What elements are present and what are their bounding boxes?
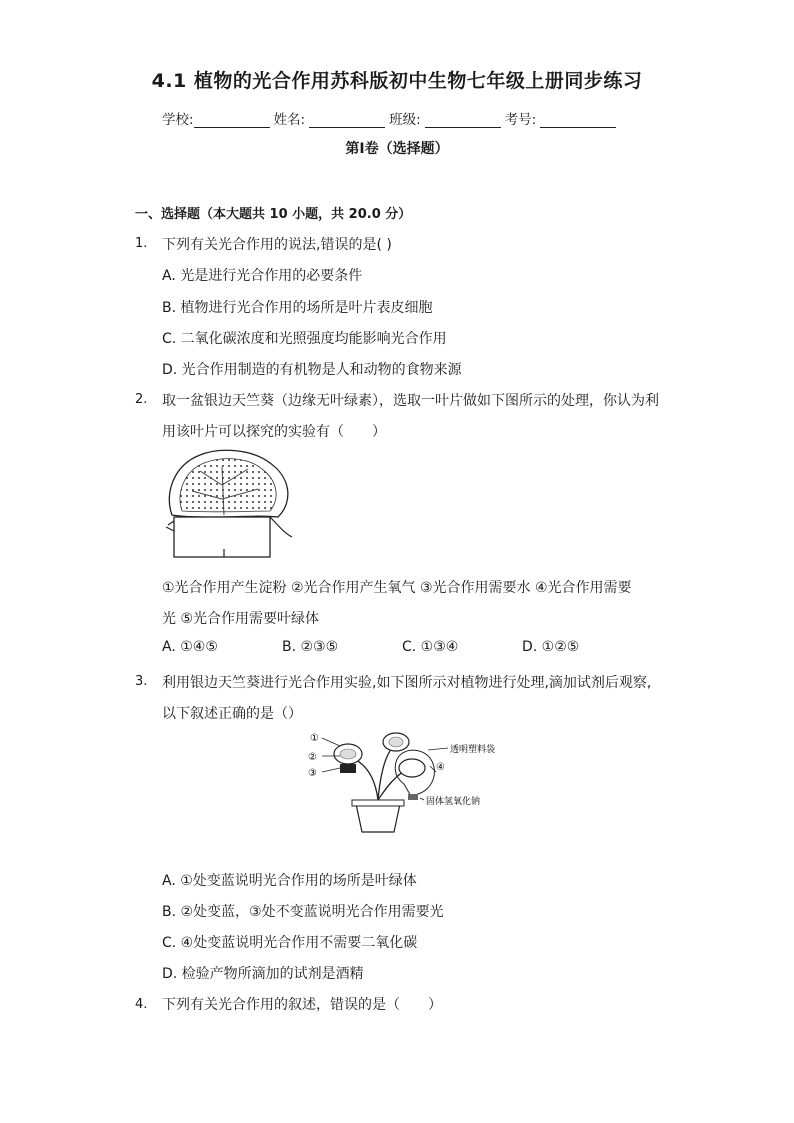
question-stem: 下列有关光合作用的叙述，错误的是（ ） bbox=[162, 997, 442, 1013]
leaf-figure bbox=[160, 445, 300, 570]
question-stem: 取一盆银边天竺葵（边缘无叶绿素），选取一叶片做如下图所示的处理，你认为利 bbox=[162, 393, 659, 409]
pot-rim bbox=[352, 800, 404, 806]
choice-items-continued: 光 ⑤光合作用需要叶绿体 bbox=[162, 611, 320, 627]
question-stem: 利用银边天竺葵进行光合作用实验,如下图所示对植物进行处理,滴加试剂后观察, bbox=[162, 675, 652, 691]
clip-mark bbox=[166, 521, 174, 531]
flower-pot bbox=[356, 804, 400, 832]
question-number: 2. bbox=[135, 392, 148, 407]
label-4: ④ bbox=[436, 762, 445, 773]
student-info-row bbox=[162, 108, 616, 128]
name-label: 姓名: bbox=[273, 112, 306, 128]
option-c[interactable]: C. ①③④ bbox=[402, 639, 459, 655]
question-stem-continued: 以下叙述正确的是（） bbox=[162, 706, 302, 722]
number-field[interactable] bbox=[540, 113, 616, 128]
question-number: 4. bbox=[135, 997, 148, 1012]
pointer-3 bbox=[322, 768, 340, 772]
label-1: ① bbox=[310, 733, 319, 744]
name-field[interactable] bbox=[309, 113, 385, 128]
option-a[interactable]: A. 光是进行光合作用的必要条件 bbox=[162, 268, 363, 284]
option-a[interactable]: A. ①处变蓝说明光合作用的场所是叶绿体 bbox=[162, 873, 417, 889]
question-number: 1. bbox=[135, 236, 148, 251]
school-field[interactable] bbox=[194, 113, 270, 128]
leaf-3 bbox=[399, 759, 425, 777]
label-2: ② bbox=[308, 752, 317, 763]
option-c[interactable]: C. ④处变蓝说明光合作用不需要二氧化碳 bbox=[162, 935, 418, 951]
question-number: 3. bbox=[135, 674, 148, 689]
option-d[interactable]: D. 光合作用制造的有机物是人和动物的食物来源 bbox=[162, 362, 462, 378]
page-title: 4.1 植物的光合作用苏科版初中生物七年级上册同步练习 bbox=[151, 70, 643, 92]
label-3: ③ bbox=[308, 768, 317, 779]
option-d[interactable]: D. ①②⑤ bbox=[522, 639, 580, 655]
leaf-2-green bbox=[389, 737, 403, 747]
option-b[interactable]: B. 植物进行光合作用的场所是叶片表皮细胞 bbox=[162, 300, 433, 316]
option-a[interactable]: A. ①④⑤ bbox=[162, 639, 218, 655]
leaf-1-green bbox=[340, 749, 356, 759]
section-title: 第I卷（选择题） bbox=[345, 141, 449, 157]
class-label: 班级: bbox=[389, 112, 421, 128]
label-naoh: 固体氢氧化钠 bbox=[426, 797, 481, 807]
school-label: 学校: bbox=[162, 112, 194, 128]
plant-figure bbox=[300, 728, 500, 838]
options-row bbox=[162, 639, 642, 655]
pointer-naoh bbox=[420, 798, 424, 800]
option-c[interactable]: C. 二氧化碳浓度和光照强度均能影响光合作用 bbox=[162, 331, 447, 347]
option-d[interactable]: D. 检验产物所滴加的试剂是酒精 bbox=[162, 966, 364, 982]
part-heading: 一、选择题（本大题共 10 小题，共 20.0 分） bbox=[135, 207, 412, 222]
label-bag: 透明塑料袋 bbox=[450, 745, 496, 755]
naoh-dish bbox=[408, 794, 418, 800]
pointer-1 bbox=[322, 738, 340, 746]
pointer-bag bbox=[428, 748, 448, 750]
black-paper-cover bbox=[174, 517, 270, 557]
question-stem-continued: 用该叶片可以探究的实验有（ ） bbox=[162, 424, 386, 440]
choice-items: ①光合作用产生淀粉 ②光合作用产生氧气 ③光合作用需要水 ④光合作用需要 bbox=[162, 580, 632, 596]
number-label: 考号: bbox=[504, 112, 537, 128]
leaf-black-strip bbox=[340, 764, 356, 773]
option-b[interactable]: B. ②③⑤ bbox=[282, 639, 339, 655]
option-b[interactable]: B. ②处变蓝，③处不变蓝说明光合作用需要光 bbox=[162, 904, 444, 920]
question-stem: 下列有关光合作用的说法,错误的是( ) bbox=[162, 237, 392, 253]
class-field[interactable] bbox=[425, 113, 501, 128]
